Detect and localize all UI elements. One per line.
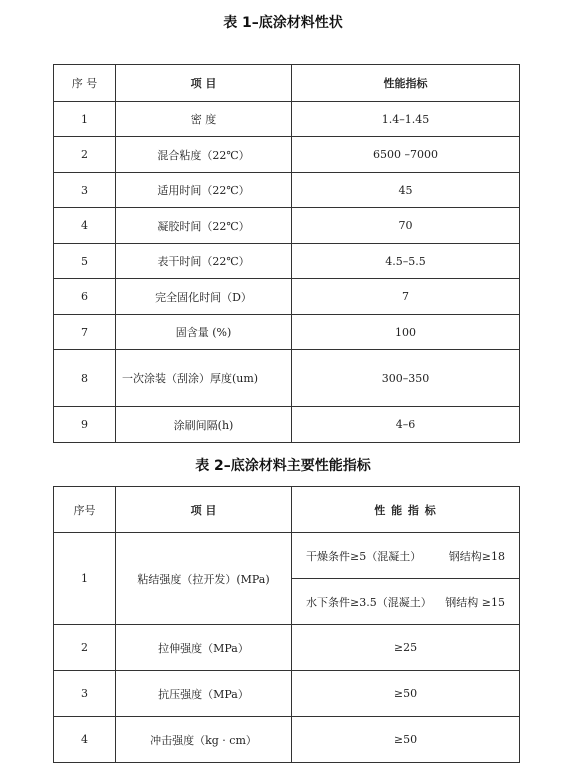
table-row — [54, 244, 520, 279]
table-row — [54, 625, 520, 671]
header-value: 性 能 指 标 — [292, 487, 520, 533]
row-value: ≥50 — [292, 717, 520, 763]
table-row — [54, 173, 520, 208]
row-item: 涂刷间隔(h) — [116, 407, 292, 443]
row-item: 完全固化时间（D） — [116, 279, 292, 315]
wet-steel: 钢结构 ≥15 — [445, 595, 505, 609]
row-item: 抗压强度（MPa） — [116, 671, 292, 717]
row-item: 冲击强度（kg · cm） — [116, 717, 292, 763]
row-item: 混合粘度（22℃） — [116, 137, 292, 173]
dry-steel: 钢结构≥18 — [448, 549, 505, 563]
table-row — [54, 208, 520, 244]
table-row — [54, 717, 520, 763]
header-no: 序 号 — [54, 65, 116, 102]
table1 — [53, 64, 520, 443]
row-no: 4 — [54, 208, 116, 244]
row-no: 3 — [54, 671, 116, 717]
row-value: 4.5–5.5 — [292, 244, 520, 279]
row-no: 1 — [54, 102, 116, 137]
wet-condition: 水下条件≥3.5（混凝土） — [306, 595, 432, 609]
table-row — [54, 407, 520, 443]
row-no: 4 — [54, 717, 116, 763]
row-item: 粘结强度（拉开发）(MPa) — [116, 533, 292, 625]
row-item: 密 度 — [116, 102, 292, 137]
row-no: 9 — [54, 407, 116, 443]
row-no: 8 — [54, 350, 116, 407]
row-value: ≥25 — [292, 625, 520, 671]
row-item: 凝胶时间（22℃） — [116, 208, 292, 244]
row-item: 一次涂装（刮涂）厚度(um) — [116, 350, 292, 407]
row-item: 固含量 (%) — [116, 315, 292, 350]
header-item: 项 目 — [116, 487, 292, 533]
row-value: 4–6 — [292, 407, 520, 443]
header-no: 序号 — [54, 487, 116, 533]
row-no: 5 — [54, 244, 116, 279]
table-row — [54, 315, 520, 350]
row-item: 适用时间（22℃） — [116, 173, 292, 208]
dry-condition: 干燥条件≥5（混凝土） — [306, 549, 422, 563]
table-row — [54, 137, 520, 173]
table2-header-row — [54, 487, 520, 533]
table-row — [54, 671, 520, 717]
row-no: 1 — [54, 533, 116, 625]
table-row — [54, 279, 520, 315]
row-value: 6500 –7000 — [292, 137, 520, 173]
row-no: 7 — [54, 315, 116, 350]
table-row — [54, 102, 520, 137]
header-value: 性能指标 — [292, 65, 520, 102]
table2 — [53, 486, 520, 763]
table-row — [54, 533, 520, 579]
row-no: 6 — [54, 279, 116, 315]
table1-title: 表 1–底涂材料性状 — [223, 15, 343, 31]
table-row — [54, 350, 520, 407]
row-value: 70 — [292, 208, 520, 244]
row-item: 表干时间（22℃） — [116, 244, 292, 279]
row-value: 100 — [292, 315, 520, 350]
row-item: 拉伸强度（MPa） — [116, 625, 292, 671]
table2-title: 表 2–底涂材料主要性能指标 — [195, 458, 371, 474]
row-value: 300–350 — [292, 350, 520, 407]
row-value: 1.4–1.45 — [292, 102, 520, 137]
row-value: 7 — [292, 279, 520, 315]
table1-header-row — [54, 65, 520, 102]
bond-wet-cell — [292, 579, 520, 625]
row-no: 2 — [54, 137, 116, 173]
bond-dry-cell — [292, 533, 520, 579]
row-no: 3 — [54, 173, 116, 208]
row-value: 45 — [292, 173, 520, 208]
row-no: 2 — [54, 625, 116, 671]
header-item: 项 目 — [116, 65, 292, 102]
row-value: ≥50 — [292, 671, 520, 717]
